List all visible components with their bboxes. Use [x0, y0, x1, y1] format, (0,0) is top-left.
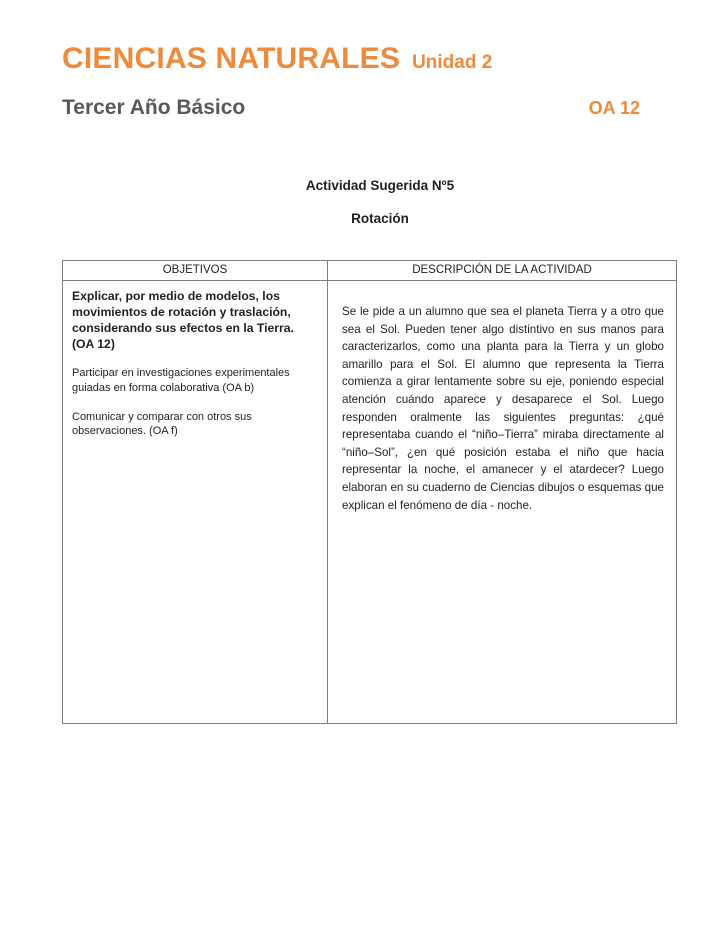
objective-paragraph-1: Participar en investigaciones experimentales guiadas en forma colaborativa (OA b)	[72, 367, 290, 395]
column-header-description: DESCRIPCIÓN DE LA ACTIVIDAD	[328, 261, 677, 281]
document-header	[0, 0, 720, 120]
activity-table	[62, 260, 677, 724]
activity-heading	[0, 178, 720, 226]
level-line	[62, 96, 658, 120]
unit-label: Unidad 2	[412, 52, 493, 73]
objectives-cell	[63, 281, 328, 724]
title-line	[62, 42, 658, 76]
activity-table-wrapper	[62, 260, 664, 724]
description-cell	[328, 281, 677, 724]
objective-highlight: Explicar, por medio de modelos, los movimientos de rotación y traslación, considerando sus efectos en la Tierra. (OA 12)	[72, 289, 294, 351]
activity-title: Actividad Sugerida Nº5	[305, 178, 455, 193]
description-text: Se le pide a un alumno que sea el planeta Tierra y a otro que sea el Sol. Pueden tener algo distintivo en sus manos para caracterizarlos, como una planta para la Tierra y un globo amarillo para el Sol. El alumno que representa la Tierra comienza a girar lentamente sobre su eje, poniendo especial atención cuándo aparece y desaparece el Sol. Luego responden oralmente las siguientes preguntas: ¿qué representaba cuando el “niño–Tierra” miraba directamente al “niño–Sol”, ¿en qué posición estaba el niño que hacia representar la noche, el amanecer y el atardecer? Luego elaboran en su cuaderno de Ciencias dibujos o esquemas que explican el fenómeno de día - noche.	[342, 305, 664, 512]
objective-paragraph-2: Comunicar y comparar con otros sus observaciones. (OA f)	[72, 410, 252, 438]
column-header-objectives: OBJETIVOS	[63, 261, 328, 281]
grade-level: Tercer Año Básico	[62, 96, 246, 119]
oa-code: OA 12	[588, 98, 640, 118]
table-row	[63, 281, 677, 724]
table-header-row	[63, 261, 677, 281]
activity-subtitle: Rotación	[351, 211, 409, 226]
subject-title: CIENCIAS NATURALES	[62, 42, 401, 75]
